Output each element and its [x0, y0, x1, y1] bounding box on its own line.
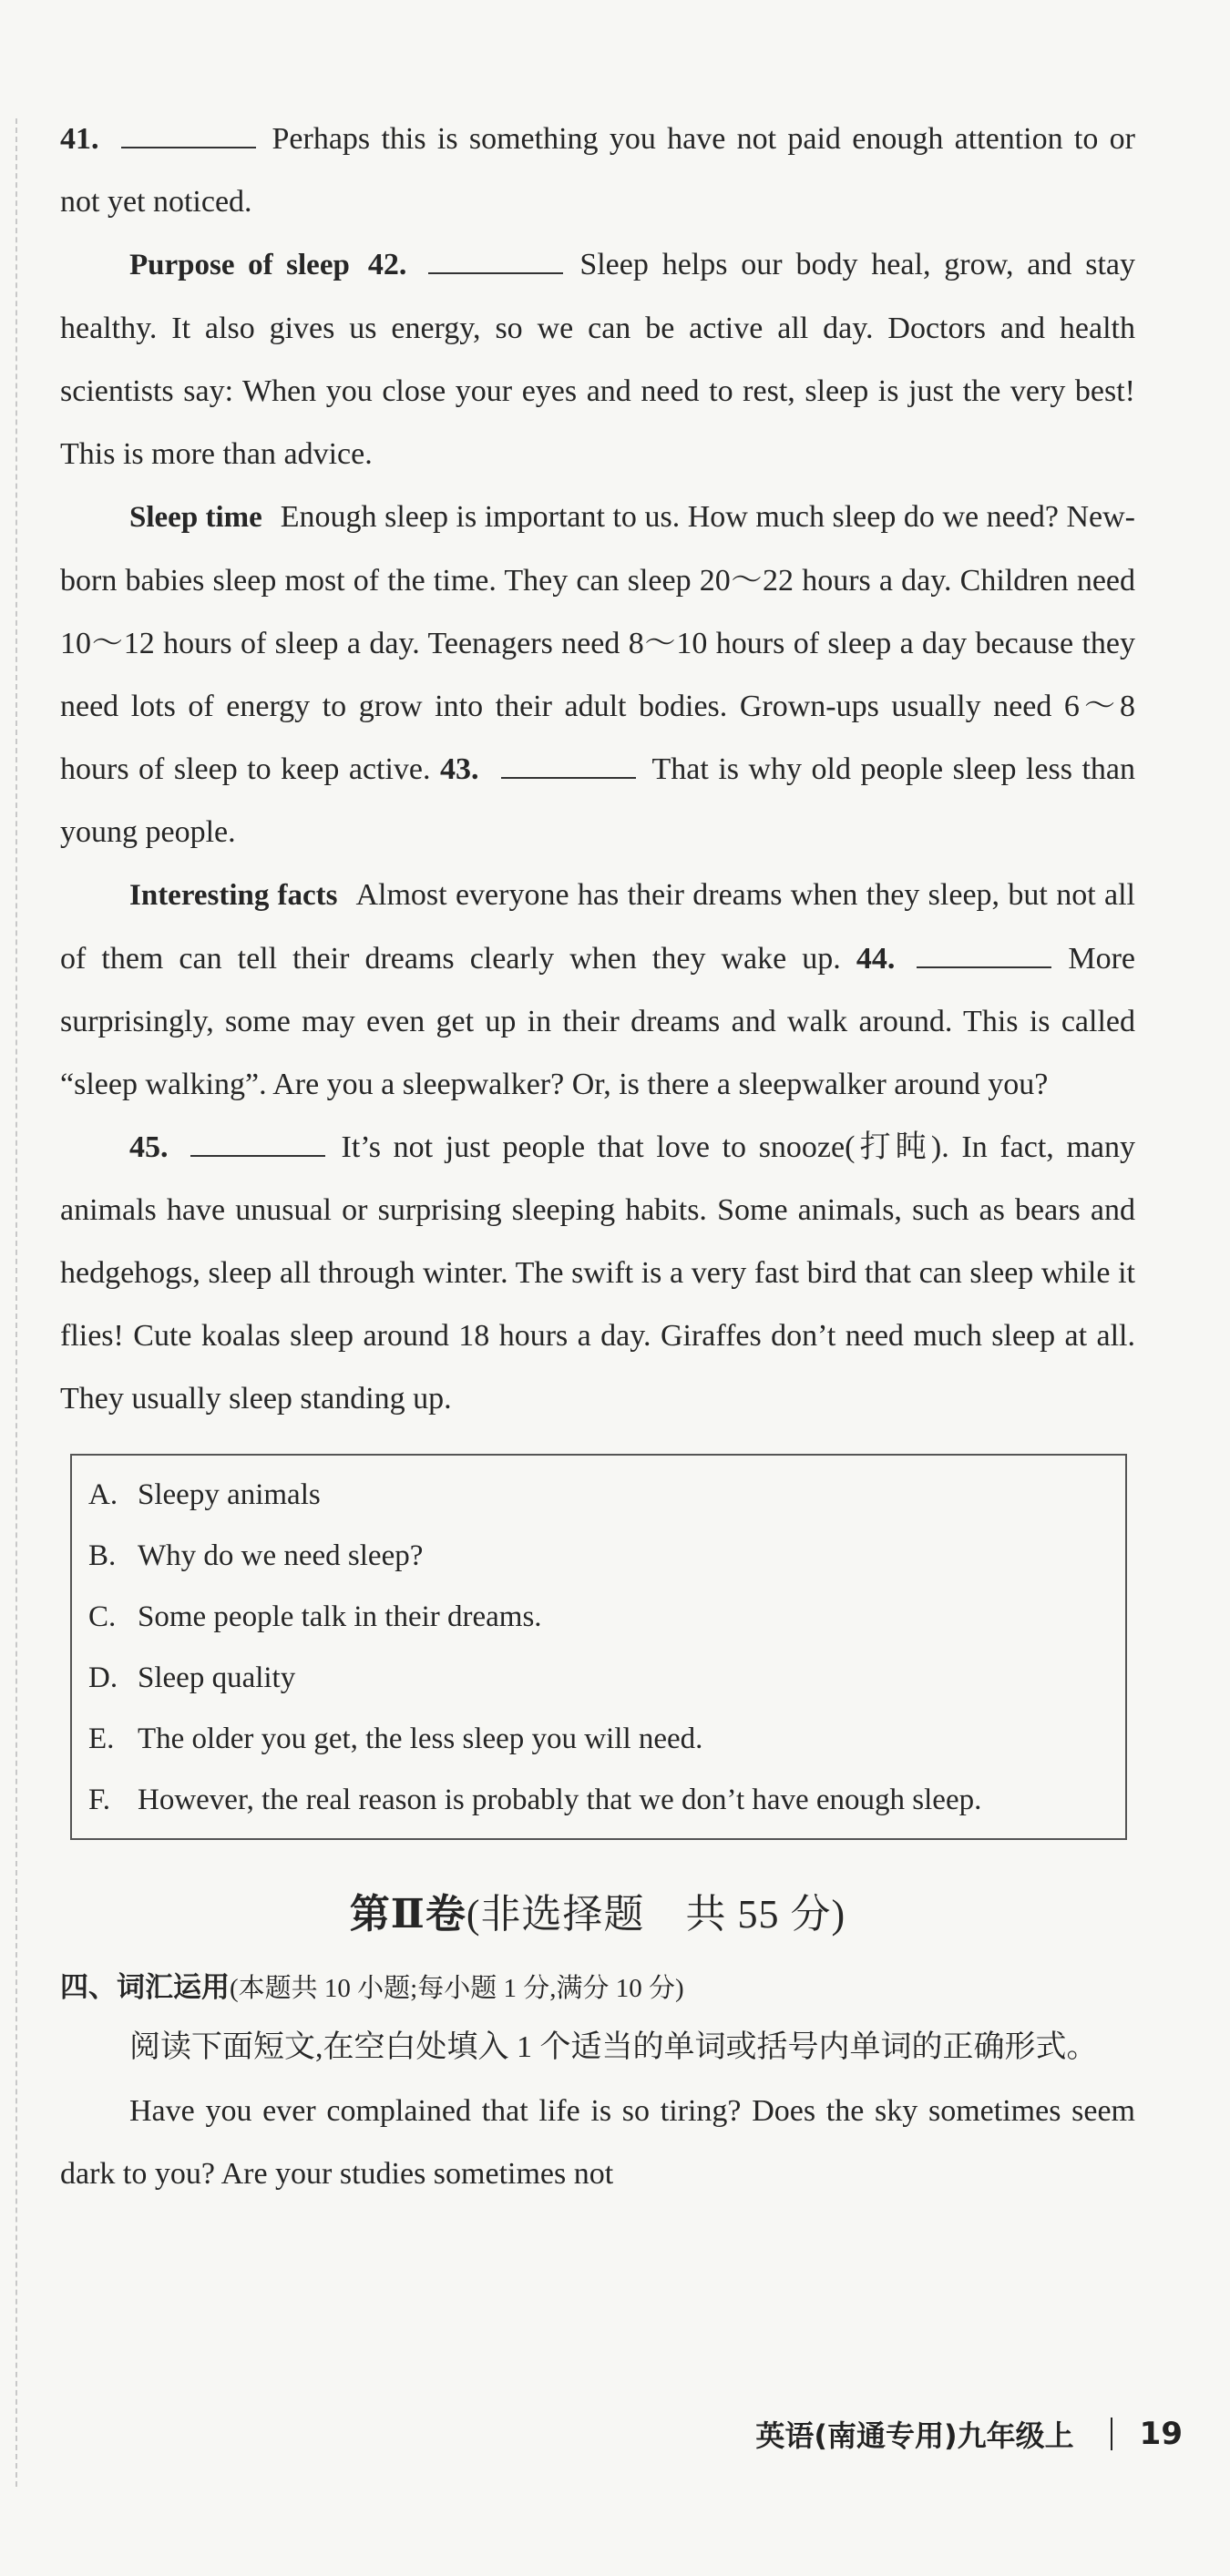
answer-blank-45[interactable]: [190, 1130, 325, 1157]
paragraph-purpose-of-sleep: [60, 233, 1135, 486]
margin-dashed-rule: [15, 118, 17, 2487]
part-heading-text: 四、词汇运用: [60, 1971, 230, 2003]
part-four-heading: [60, 1960, 1135, 2016]
option-text: Sleepy animals: [138, 1478, 321, 1511]
question-41: [60, 107, 1135, 233]
paragraph-heading: Purpose of sleep: [129, 249, 350, 281]
option-d: [88, 1648, 1107, 1709]
paragraph-heading: Sleep time: [129, 501, 262, 534]
book-title: 英语(南通专用)九年级上: [755, 2418, 1074, 2453]
paragraph-text: Almost everyone has their dreams when they sleep, but not all of them can tell their dreams clearly when they wake up.: [60, 878, 1135, 976]
paragraph-sleep-time: [60, 486, 1135, 864]
option-text: Some people talk in their dreams.: [138, 1600, 542, 1633]
question-number: 41.: [60, 122, 99, 156]
option-letter: D.: [88, 1661, 118, 1694]
question-number: 43.: [440, 752, 479, 786]
question-number: 45.: [129, 1130, 169, 1164]
part-heading-note: (本题共 10 小题;每小题 1 分,满分 10 分): [230, 1974, 684, 2003]
part-four-instruction: 阅读下面短文,在空白处填入 1 个适当的单词或括号内单词的正确形式。: [129, 2030, 1098, 2064]
option-text: The older you get, the less sleep you will need.: [138, 1722, 703, 1755]
answer-blank-41[interactable]: [121, 121, 256, 148]
option-letter: E.: [88, 1722, 115, 1755]
section-title: [60, 1887, 1135, 1942]
paragraph-interesting-facts: [60, 864, 1135, 1116]
question-number: 42.: [367, 248, 407, 281]
question-text: Perhaps this is something you have not paid enough attention to or not yet noticed.: [60, 122, 1135, 219]
answer-blank-43[interactable]: [501, 751, 636, 779]
options-box: [70, 1454, 1127, 1840]
page-number: 19: [1139, 2416, 1183, 2452]
question-number: 44.: [856, 942, 896, 976]
option-a: [88, 1465, 1107, 1526]
paragraph-text: Sleep helps our body heal, grow, and stay healthy. It also gives us energy, so we can be active all day. Doctors and health scientists say: When you close your eyes and need to rest, sleep is just the very best! This is more than advice.: [60, 248, 1135, 471]
part-four-passage: Have you ever complained that life is so tiring? Does the sky sometimes seem dark to you? Are your studies sometimes not: [60, 2094, 1135, 2191]
footer-divider: [1111, 2418, 1112, 2450]
option-e: [88, 1709, 1107, 1770]
option-text: However, the real reason is probably that we don’t have enough sleep.: [138, 1784, 982, 1816]
paragraph-text: More surprisingly, some may even get up in their dreams and walk around. This is called “sleep walking”. Are you a sleepwalker? Or, is there a sleepwalker around you?: [60, 942, 1136, 1101]
paragraph-heading: Interesting facts: [129, 879, 338, 912]
answer-blank-42[interactable]: [428, 247, 563, 274]
option-c: [88, 1587, 1107, 1648]
paragraph-45: [60, 1116, 1135, 1430]
section-title-sub: (非选择题 共 55 分): [466, 1892, 846, 1937]
option-letter: C.: [88, 1600, 117, 1633]
reading-passage: [60, 107, 1135, 2205]
page-footer: [755, 2407, 1183, 2461]
paragraph-text: Enough sleep is important to us. How much sleep do we need? New-born babies sleep most of the time. They can sleep 20～22 hours a day. Children need 10～12 hours of sleep a day. Teenagers need 8～10 hours of sleep a day because they need lots of energy to grow into their adult bodies. Grown-ups usually need 6～8 hours of sleep to keep active.: [60, 500, 1135, 786]
paragraph-text: That is why old people sleep less than young people.: [60, 752, 1135, 849]
option-letter: F.: [88, 1784, 110, 1816]
option-f: [88, 1770, 1107, 1831]
option-text: Why do we need sleep?: [138, 1539, 424, 1572]
paragraph-text: It’s not just people that love to snooze(打盹). In fact, many animals have unusual or surprising sleeping habits. Some animals, such as bears and hedgehogs, sleep all through winter. The swift is a very fast bird that can sleep while it flies! Cute koalas sleep around 18 hours a day. Giraffes don’t need much sleep at all. They usually sleep standing up.: [60, 1130, 1135, 1416]
answer-blank-44[interactable]: [917, 941, 1051, 968]
option-letter: A.: [88, 1478, 118, 1511]
section-title-main: 第Ⅱ卷: [349, 1892, 466, 1937]
option-text: Sleep quality: [138, 1661, 296, 1694]
option-letter: B.: [88, 1539, 117, 1572]
option-b: [88, 1526, 1107, 1587]
